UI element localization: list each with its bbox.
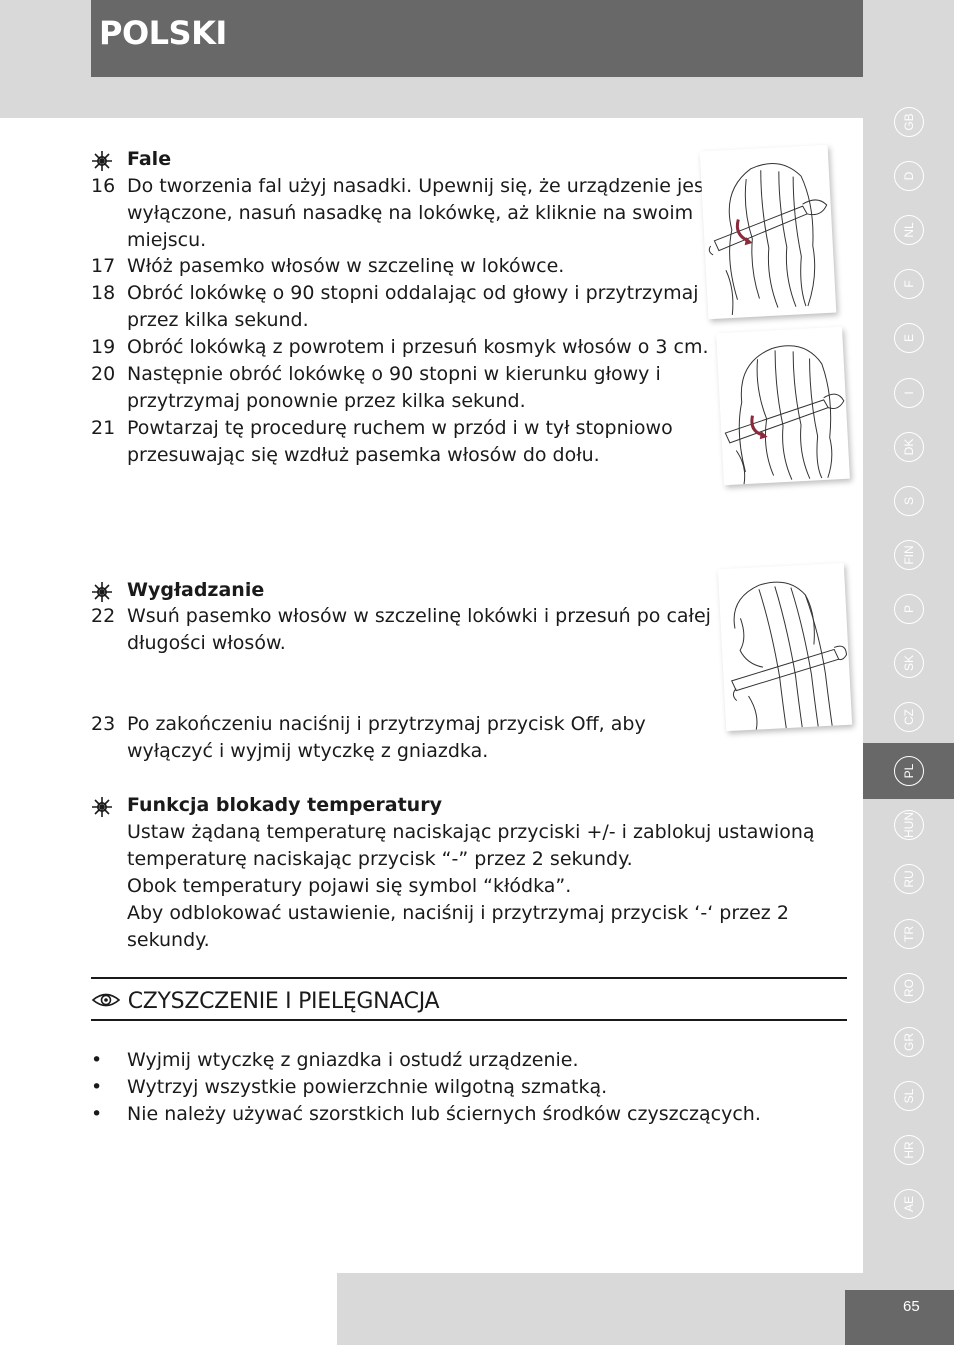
cleaning-bullet: Nie należy używać szorstkich lub ściernych środków czyszczących. bbox=[127, 1103, 761, 1125]
step-text: Po zakończeniu naciśnij i przytrzymaj przycisk Off, aby bbox=[127, 713, 646, 735]
step-number: 23 bbox=[91, 713, 116, 735]
smoothing-heading: Wygładzanie bbox=[127, 579, 265, 601]
cleaning-title-text: CZYSZCZENIE I PIELĘGNACJA bbox=[127, 989, 440, 1014]
language-tab-pl[interactable] bbox=[863, 743, 954, 799]
language-tab-sl[interactable] bbox=[863, 1068, 954, 1124]
language-tab-p[interactable] bbox=[863, 581, 954, 637]
language-code: RO bbox=[894, 973, 924, 1003]
step-number: 21 bbox=[91, 417, 116, 439]
step-number: 19 bbox=[91, 336, 116, 358]
language-tab-hr[interactable] bbox=[863, 1122, 954, 1178]
language-code: HR bbox=[894, 1135, 924, 1165]
page-body-footer bbox=[0, 1273, 337, 1345]
sparkle-icon bbox=[91, 581, 113, 603]
language-tab-tr[interactable] bbox=[863, 906, 954, 962]
page-number: 65 bbox=[903, 1298, 920, 1315]
language-tab-nl[interactable] bbox=[863, 202, 954, 258]
page-title: POLSKI bbox=[99, 14, 227, 52]
language-code: CZ bbox=[894, 702, 924, 732]
waves-illustration-1 bbox=[700, 145, 837, 319]
language-tab-s[interactable] bbox=[863, 473, 954, 529]
step-number: 20 bbox=[91, 363, 116, 385]
language-code: S bbox=[894, 486, 924, 516]
language-code: D bbox=[894, 161, 924, 191]
lock-heading: Funkcja blokady temperatury bbox=[127, 794, 442, 816]
language-tab-ae[interactable] bbox=[863, 1176, 954, 1232]
language-code: TR bbox=[894, 919, 924, 949]
bullet-marker: • bbox=[91, 1076, 103, 1098]
language-code: GB bbox=[894, 107, 924, 137]
step-text: Wsuń pasemko włosów w szczelinę lokówki i przesuń po całej bbox=[127, 605, 711, 627]
section-rule-top bbox=[91, 977, 847, 979]
language-code: F bbox=[894, 269, 924, 299]
cleaning-bullet: Wyjmij wtyczkę z gniazdka i ostudź urządzenie. bbox=[127, 1049, 579, 1071]
language-tab-cz[interactable] bbox=[863, 689, 954, 745]
step-number: 16 bbox=[91, 175, 116, 197]
language-tabs bbox=[863, 94, 954, 1230]
language-tab-e[interactable] bbox=[863, 310, 954, 366]
language-tab-f[interactable] bbox=[863, 256, 954, 312]
language-tab-d[interactable] bbox=[863, 148, 954, 204]
step-text: Następnie obróć lokówkę o 90 stopni w kierunku głowy i bbox=[127, 363, 661, 385]
step-text: miejscu. bbox=[127, 229, 207, 251]
smoothing-illustration bbox=[718, 563, 852, 731]
eye-icon bbox=[91, 989, 121, 1011]
lock-text: Obok temperatury pojawi się symbol “kłódka”. bbox=[127, 875, 572, 897]
step-number: 22 bbox=[91, 605, 116, 627]
section-rule-bottom bbox=[91, 1019, 847, 1021]
step-text: długości włosów. bbox=[127, 632, 286, 654]
language-code: PL bbox=[894, 756, 924, 786]
step-text: przez kilka sekund. bbox=[127, 309, 309, 331]
waves-heading: Fale bbox=[127, 148, 172, 170]
header-bar bbox=[91, 0, 863, 77]
language-tab-ro[interactable] bbox=[863, 960, 954, 1016]
language-tab-fin[interactable] bbox=[863, 527, 954, 583]
lock-text: temperaturę naciskając przycisk “-” przez 2 sekundy. bbox=[127, 848, 633, 870]
language-tab-sk[interactable] bbox=[863, 635, 954, 691]
waves-illustration-2 bbox=[716, 327, 850, 485]
step-text: wyłączyć i wyjmij wtyczkę z gniazdka. bbox=[127, 740, 489, 762]
language-code: HUN bbox=[894, 810, 924, 840]
language-tab-dk[interactable] bbox=[863, 419, 954, 475]
lock-text: Aby odblokować ustawienie, naciśnij i przytrzymaj przycisk ‘-‘ przez 2 bbox=[127, 902, 789, 924]
step-text: Obróć lokówkę o 90 stopni oddalając od głowy i przytrzymaj bbox=[127, 282, 699, 304]
language-tab-i[interactable] bbox=[863, 365, 954, 421]
lock-text: Ustaw żądaną temperaturę naciskając przyciski +/- i zablokuj ustawioną bbox=[127, 821, 815, 843]
step-text: Do tworzenia fal użyj nasadki. Upewnij się, że urządzenie jest bbox=[127, 175, 712, 197]
language-tab-gr[interactable] bbox=[863, 1014, 954, 1070]
lock-text: sekundy. bbox=[127, 929, 210, 951]
step-text: przesuwając się wzdłuż pasemka włosów do dołu. bbox=[127, 444, 600, 466]
language-code: GR bbox=[894, 1027, 924, 1057]
sparkle-icon bbox=[91, 150, 113, 172]
page-number-box bbox=[845, 1290, 954, 1345]
cleaning-bullet: Wytrzyj wszystkie powierzchnie wilgotną szmatką. bbox=[127, 1076, 608, 1098]
language-code: SL bbox=[894, 1081, 924, 1111]
language-code: AE bbox=[894, 1189, 924, 1219]
cleaning-title bbox=[91, 987, 439, 1017]
step-text: Obróć lokówką z powrotem i przesuń kosmyk włosów o 3 cm. bbox=[127, 336, 709, 358]
language-code: I bbox=[894, 378, 924, 408]
step-number: 17 bbox=[91, 255, 116, 277]
step-text: Włóż pasemko włosów w szczelinę w lokówce. bbox=[127, 255, 565, 277]
sparkle-icon bbox=[91, 796, 113, 818]
language-code: E bbox=[894, 323, 924, 353]
step-number: 18 bbox=[91, 282, 116, 304]
language-code: DK bbox=[894, 432, 924, 462]
step-text: Powtarzaj tę procedurę ruchem w przód i w tył stopniowo bbox=[127, 417, 673, 439]
language-tab-hun[interactable] bbox=[863, 797, 954, 853]
language-tab-ru[interactable] bbox=[863, 851, 954, 907]
language-tab-gb[interactable] bbox=[863, 94, 954, 150]
step-text: przytrzymaj ponownie przez kilka sekund. bbox=[127, 390, 526, 412]
language-code: NL bbox=[894, 215, 924, 245]
bullet-marker: • bbox=[91, 1049, 103, 1071]
step-text: wyłączone, nasuń nasadkę na lokówkę, aż kliknie na swoim bbox=[127, 202, 694, 224]
language-code: RU bbox=[894, 864, 924, 894]
bullet-marker: • bbox=[91, 1103, 103, 1125]
language-code: FIN bbox=[894, 540, 924, 570]
language-code: P bbox=[894, 594, 924, 624]
language-code: SK bbox=[894, 648, 924, 678]
